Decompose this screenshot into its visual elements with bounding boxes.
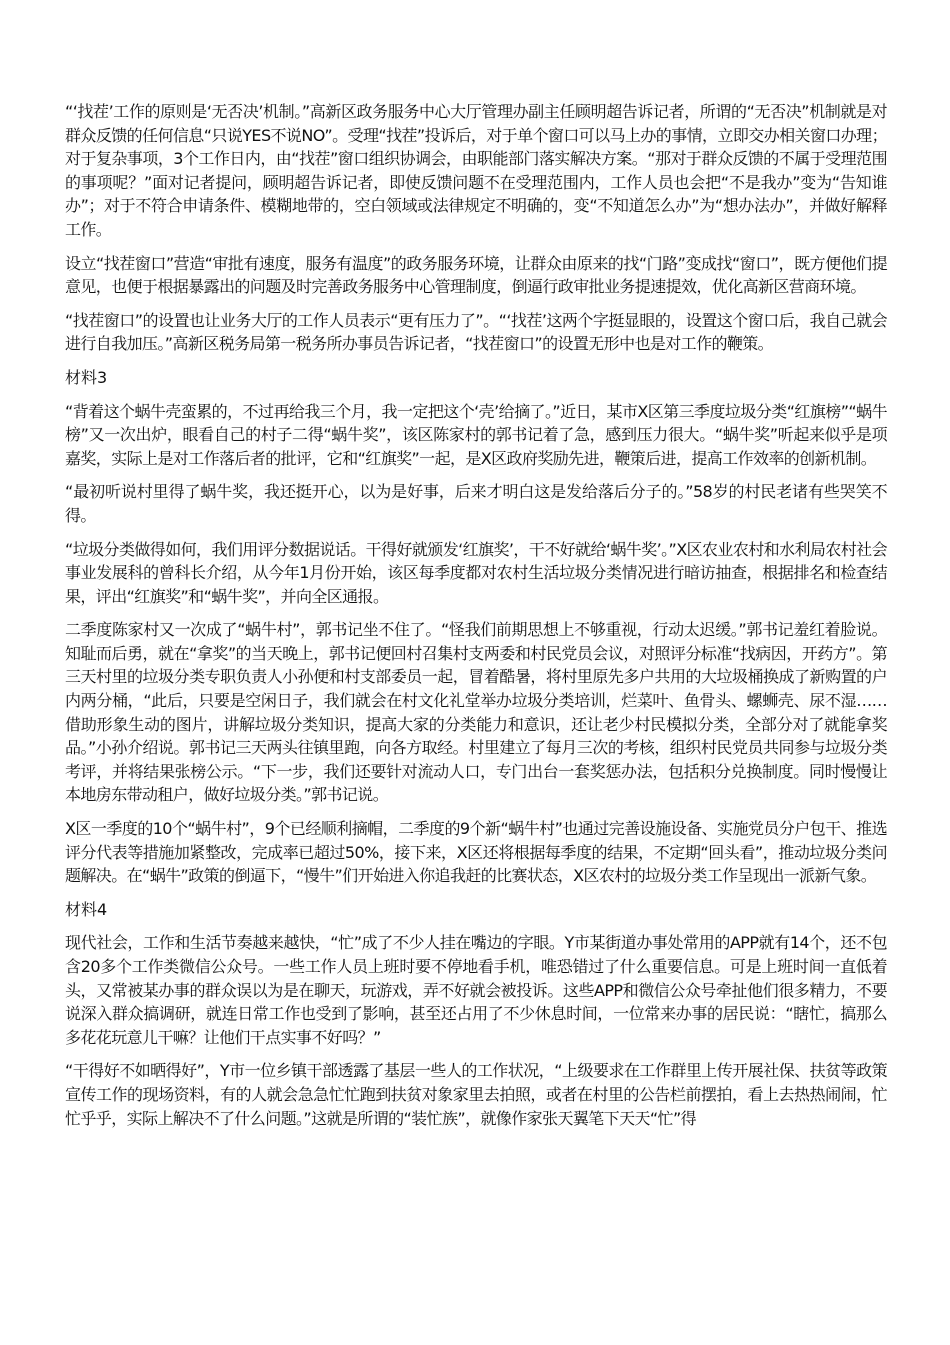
paragraph-district-results: X区一季度的10个“蜗牛村”，9个已经顺利摘帽，二季度的9个新“蜗牛村”也通过完善设施设备、实施党员分户包干、推选评分代表等措施加紧整改，完成率已超过50%，接下来，X区还将根据每季度的结果，不定期“回头看”，推动垃圾分类问题解决。在“蜗牛”政策的倒逼下，“慢牛”们开始进入你追我赶的比赛状态，X区农村的垃圾分类工作呈现出一派新气象。 [65, 819, 887, 886]
paragraph-chenjia-village: 二季度陈家村又一次成了“蜗牛村”，郭书记坐不住了。“怪我们前期思想上不够重视，行动太迟缓。”郭书记羞红着脸说。知耻而后勇，就在“拿奖”的当天晚上，郭书记便回村召集村支两委和村民党员会议，对照评分标准“找病因，开药方”。第三天村里的垃圾分类专职负责人小孙便和村支部委员一起，冒着酷暑，将村里原先多户共用的大垃圾桶换成了新购置的户内两分桶，“此后，只要是空闲日子，我们就会在村文化礼堂举办垃圾分类培训，烂菜叶、鱼骨头、螺蛳壳、尿不湿……借助形象生动的图片，讲解垃圾分类知识，提高大家的分类能力和意识，还让老少村民模拟分类，全部分对了就能拿奖品。”小孙介绍说。郭书记三天两头往镇里跑，向各方取经。村里建立了每月三次的考核，组织村民党员共同参与垃圾分类考评，并将结果张榜公示。“下一步，我们还要针对流动人口，专门出台一套奖惩办法，包括积分兑换制度。同时慢慢让本地房东带动租户，做好垃圾分类。”郭书记说。 [65, 620, 887, 805]
document-page [65, 100, 887, 1140]
section-heading-material-3: 材料3 [65, 367, 108, 387]
paragraph-snail-award-intro: “背着这个蜗牛壳蛮累的，不过再给我三个月，我一定把这个‘壳’给摘了。”近日，某市X区第三季度垃圾分类“红旗榜”“蜗牛榜”又一次出炉，眼看自己的村子二得“蜗牛奖”，该区陈家村的郭书记着了急，感到压力很大。“蜗牛奖”听起来似乎是项嘉奖，实际上是对工作落后者的批评，它和“红旗奖”一起，是X区政府奖励先进，鞭策后进，提高工作效率的创新机制。 [65, 401, 887, 468]
paragraph-busy-apps: 现代社会，工作和生活节奏越来越快，“忙”成了不少人挂在嘴边的字眼。Y市某街道办事处常用的APP就有14个，还不包含20多个工作类微信公众号。一些工作人员上班时要不停地看手机，唯恐错过了什么重要信息。可是上班时间一直低着头，又常被某办事的群众误以为是在聊天，玩游戏，弄不好就会被投诉。这些APP和微信公众号牵扯他们很多精力，不要说深入群众搞调研，就连日常工作也受到了影响，甚至还占用了不少休息时间，一位常来办事的居民说：“瞎忙，搞那么多花花玩意儿干嘛？让他们干点实事不好吗？” [65, 933, 887, 1047]
paragraph-fake-busy: “干得好不如晒得好”，Y市一位乡镇干部透露了基层一些人的工作状况，“上级要求在工作群里上传开展社保、扶贫等政策宣传工作的现场资料，有的人就会急急忙忙跑到扶贫对象家里去拍照，或者在村里的公告栏前摆拍，看上去热热闹闹，忙忙乎乎，实际上解决不了什么问题。”这就是所谓的“装忙族”，就像作家张天翼笔下天天“忙”得 [65, 1061, 887, 1128]
section-heading-material-4: 材料4 [65, 899, 108, 919]
paragraph-window-principle: “‘找茬’工作的原则是‘无否决’机制。”高新区政务服务中心大厅管理办副主任顾明超告诉记者，所谓的“无否决”机制就是对群众反馈的任何信息“只说YES不说NO”。受理“找茬”投诉后，对于单个窗口可以马上办的事情，立即交办相关窗口办理；对于复杂事项，3个工作日内，由“找茬”窗口组织协调会，由职能部门落实解决方案。“那对于群众反馈的不属于受理范围的事项呢？”面对记者提问，顾明超告诉记者，即使反馈问题不在受理范围内，工作人员也会把“不是我办”变为“告知谁办”；对于不符合申请条件、模糊地带的，空白领域或法律规定不明确的，变“不知道怎么办”为“想办法办”，并做好解释工作。 [65, 102, 887, 239]
paragraph-villager-reaction: “最初听说村里得了蜗牛奖，我还挺开心，以为是好事，后来才明白这是发给落后分子的。”58岁的村民老诸有些哭笑不得。 [65, 482, 887, 525]
paragraph-staff-pressure: “找茬窗口”的设置也让业务大厅的工作人员表示“更有压力了”。“‘找茬’这两个字挺显眼的，设置这个窗口后，我自己就会进行自我加压。”高新区税务局第一税务所办事员告诉记者，“找茬窗口”的设置无形中也是对工作的鞭策。 [65, 310, 887, 354]
paragraph-scoring-data: “垃圾分类做得如何，我们用评分数据说话。干得好就颁发‘红旗奖’，干不好就给‘蜗牛奖’。”X区农业农村和水利局农村社会事业发展科的曾科长介绍，从今年1月份开始，该区每季度都对农村生活垃圾分类情况进行暗访抽查，根据排名和检查结果，评出“红旗奖”和“蜗牛奖”，并向全区通报。 [65, 539, 887, 606]
paragraph-window-setup: 设立“找茬窗口”营造“审批有速度，服务有温度”的政务服务环境，让群众由原来的找“门路”变成找“窗口”，既方便他们提意见，也便于根据暴露出的问题及时完善政务服务中心管理制度，倒逼行政审批业务提速提效，优化高新区营商环境。 [65, 253, 887, 297]
